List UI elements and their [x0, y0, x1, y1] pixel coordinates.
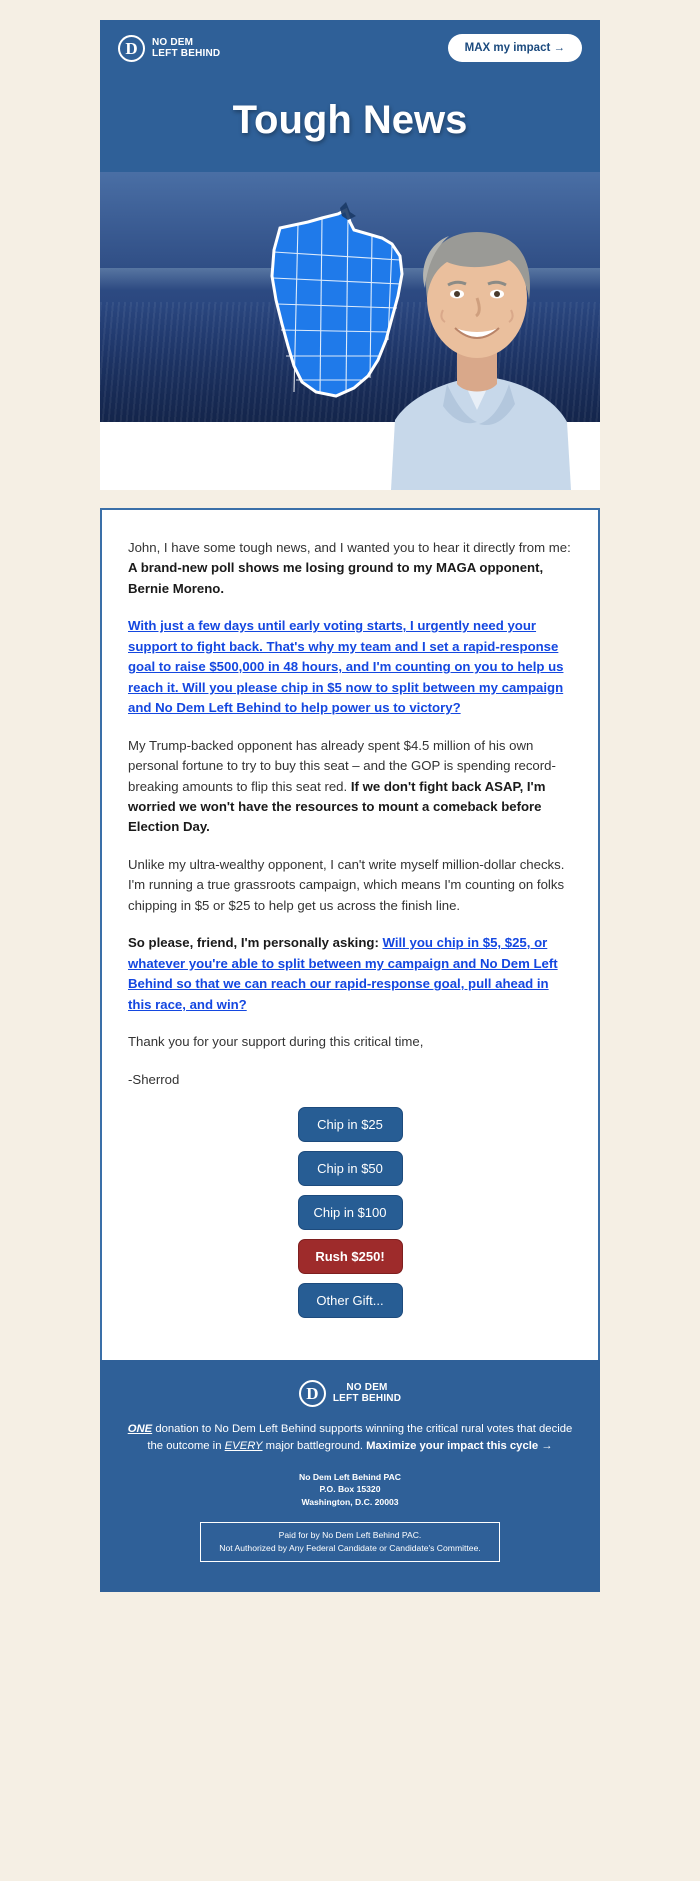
opponent-bold: If we don't fight back ASAP, I'm worried we won't have the resources to mount a comeback before Election Day. [128, 778, 546, 835]
footer-logo-circle-d-icon: D [299, 1380, 326, 1407]
footer-logo-wordmark [333, 1382, 401, 1404]
paragraph-grassroots: Unlike my ultra-wealthy opponent, I can't write myself million-dollar checks. I'm running a true grassroots campaign, which means I'm counting on folks chipping in $5 or $25 to help get us across the finish line. [128, 856, 565, 913]
footer-logo [122, 1380, 578, 1407]
footer-logo-line-1: NO DEM [346, 1382, 388, 1394]
mailing-address [122, 1471, 578, 1508]
hero-headline: Tough News [232, 98, 468, 142]
paragraph-intro [128, 538, 572, 599]
paragraph-opponent [128, 736, 572, 838]
disclaimer-line-2: Not Authorized by Any Federal Candidate or Candidate's Committee. [219, 1543, 481, 1554]
donation-button-group [128, 1107, 572, 1318]
footer-one-emphasis: ONE [127, 1422, 153, 1435]
email-footer [100, 1360, 600, 1592]
footer-logo-line-2: LEFT BEHIND [332, 1393, 402, 1405]
donate-button-rush-250[interactable]: Rush $250! [298, 1239, 403, 1274]
paragraph-thanks: Thank you for your support during this critical time, [128, 1034, 424, 1050]
logo-line-2: LEFT BEHIND [152, 48, 221, 59]
donate-link-secondary[interactable]: Will you chip in $5, $25, or whatever you're able to split between my campaign and No Dem Left Behind so that we can reach our rapid-response goal, pull ahead in this race, and win? [128, 935, 558, 1012]
paragraph-ask-1 [128, 616, 572, 718]
donate-button-50[interactable]: Chip in $50 [298, 1151, 403, 1186]
ask-2-lead: So please, friend, I'm personally asking: [128, 935, 383, 951]
max-my-impact-button[interactable]: MAX my impact → [448, 34, 582, 62]
donate-button-other[interactable]: Other Gift... [298, 1283, 403, 1318]
intro-text: John, I have some tough news, and I wanted you to hear it directly from me: [128, 540, 571, 555]
footer-mid-2: major battleground. [262, 1439, 367, 1452]
legal-disclaimer [200, 1522, 500, 1562]
footer-every-emphasis: EVERY [224, 1439, 263, 1452]
letter-body [100, 508, 600, 1360]
footer-message [122, 1421, 578, 1455]
footer-mid-1: donation to No Dem Left Behind supports winning the critical rural votes that decide the outcome in [147, 1422, 573, 1452]
signature: -Sherrod [128, 1071, 180, 1087]
hero-section [100, 20, 600, 490]
footer-cta-link[interactable]: Maximize your impact this cycle → [366, 1439, 553, 1452]
opponent-text: My Trump-backed opponent has already spent $4.5 million of his own personal fortune to try to buy this seat – and the GOP is spending record-breaking amounts to flip this seat red. [128, 737, 556, 794]
logo-wordmark [152, 37, 220, 59]
hero-top-bar [100, 20, 600, 62]
disclaimer-line-1: Paid for by No Dem Left Behind PAC. [278, 1530, 422, 1541]
brand-logo [118, 35, 220, 62]
donate-link-primary[interactable]: With just a few days until early voting starts, I urgently need your support to fight back. That's why my team and I set a rapid-response goal to raise $500,000 in 48 hours, and I'm counting on you to help us reach it. Will you please chip in $5 now to split between my campaign and No Dem Left Behind to help power us to victory? [128, 618, 564, 716]
intro-bold: A brand-new poll shows me losing ground to my MAGA opponent, Bernie Moreno. [128, 560, 544, 596]
donate-button-100[interactable]: Chip in $100 [298, 1195, 403, 1230]
address-line-2: P.O. Box 15320 [319, 1484, 381, 1495]
donate-button-25[interactable]: Chip in $25 [298, 1107, 403, 1142]
candidate-photo [369, 170, 584, 490]
email-container [100, 0, 600, 1592]
logo-circle-d-icon: D [118, 35, 145, 62]
address-line-3: Washington, D.C. 20003 [301, 1496, 399, 1507]
address-line-1: No Dem Left Behind PAC [298, 1471, 401, 1482]
paragraph-ask-2 [128, 933, 572, 1015]
logo-line-1: NO DEM [152, 36, 194, 48]
